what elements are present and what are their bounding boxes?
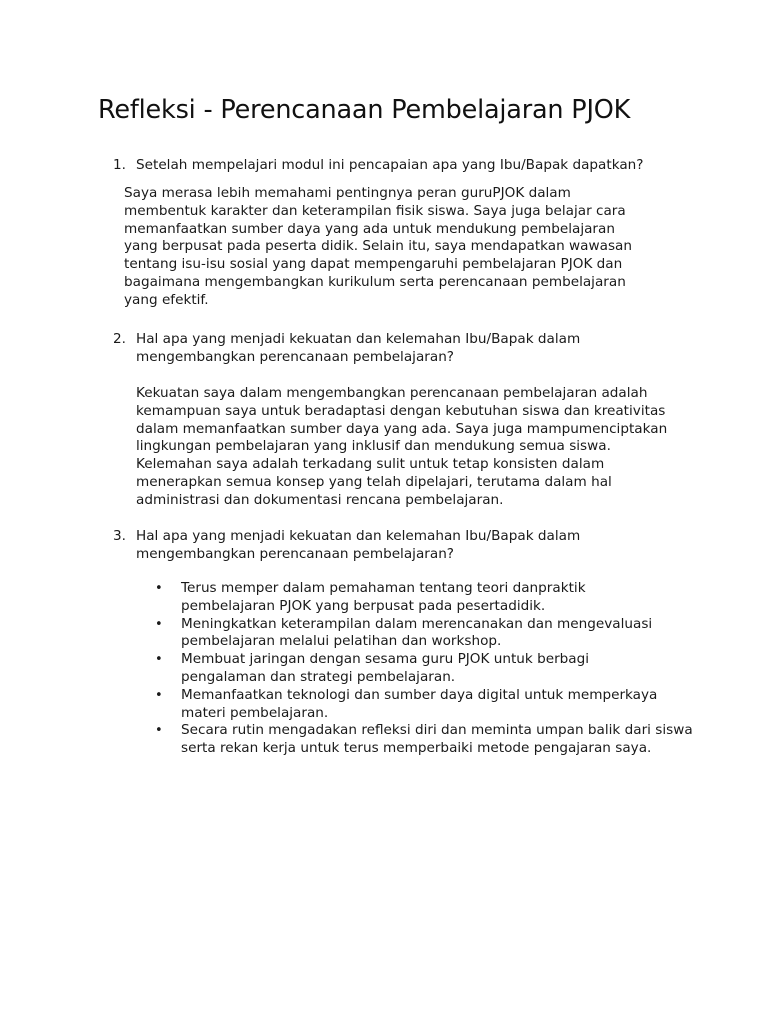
bullet-text: Meningkatkan keterampilan dalam merencanakan dan mengevaluasi pembelajaran melalui pelatihan dan workshop.: [181, 615, 653, 650]
question-text: Hal apa yang menjadi kekuatan dan kelemahan Ibu/Bapak dalam mengembangkan perencanaan pembelajaran?: [136, 528, 581, 562]
bullet-icon: •: [155, 723, 163, 739]
bullet-item: [155, 687, 701, 723]
question-number: 2.: [113, 331, 126, 347]
bullet-item: [155, 616, 701, 652]
bullet-text: Terus memper dalam pemahaman tentang teori danpraktik pembelajaran PJOK yang berpusat pada pesertadidik.: [181, 580, 586, 614]
question-number: 1.: [113, 157, 126, 173]
bullet-item: [155, 651, 641, 687]
bullet-icon: •: [155, 687, 163, 703]
bullet-icon: •: [155, 652, 163, 668]
answer-1: Saya merasa lebih memahami pentingnya peran guruPJOK dalam membentuk karakter dan keterampilan fisik siswa. Saya juga belajar cara memanfaatkan sumber daya yang ada untuk mendukung pembelajaran yang berpusat pada peserta didik. Selain itu, saya mendapatkan wawasan tentang isu-isu sosial yang dapat mempengaruhi pembelajaran PJOK dan bagaimana mengembangkan kurikulum serta perencanaan pembelajaran yang efektif.: [124, 185, 632, 308]
question-3: [113, 528, 603, 564]
question-number: 3.: [113, 528, 126, 544]
answer-2: Kekuatan saya dalam mengembangkan perencanaan pembelajaran adalah kemampuan saya untuk beradaptasi dengan kebutuhan siswa dan kreativitas dalam memanfaatkan sumber daya yang ada. Saya juga mampumenciptakan lingkungan pembelajaran yang inklusif dan mendukung semua siswa. Kelemahan saya adalah terkadang sulit untuk tetap konsisten dalam menerapkan semua konsep yang telah dipelajari, terutama dalam hal administrasi dan dokumentasi rencana pembelajaran.: [136, 385, 668, 508]
bullet-item: [155, 722, 701, 758]
document-title: Refleksi - Perencanaan Pembelajaran PJOK: [98, 95, 631, 125]
answer-3-bullet-list: [155, 580, 695, 758]
bullet-item: [155, 580, 631, 616]
bullet-text: Membuat jaringan dengan sesama guru PJOK untuk berbagi pengalaman dan strategi pembelajaran.: [181, 651, 590, 685]
question-1: [113, 157, 693, 175]
bullet-icon: •: [155, 581, 163, 596]
question-text: Hal apa yang menjadi kekuatan dan kelemahan Ibu/Bapak dalam mengembangkan perencanaan pembelajaran?: [136, 331, 581, 365]
bullet-icon: •: [155, 616, 163, 632]
bullet-text: Memanfaatkan teknologi dan sumber daya digital untuk memperkaya materi pembelajaran.: [181, 686, 658, 721]
bullet-text: Secara rutin mengadakan refleksi diri dan meminta umpan balik dari siswa serta rekan kerja untuk terus memperbaiki metode pengajaran saya.: [181, 722, 693, 757]
question-2: [113, 331, 603, 367]
question-text: Setelah mempelajari modul ini pencapaian apa yang Ibu/Bapak dapatkan?: [136, 157, 644, 173]
